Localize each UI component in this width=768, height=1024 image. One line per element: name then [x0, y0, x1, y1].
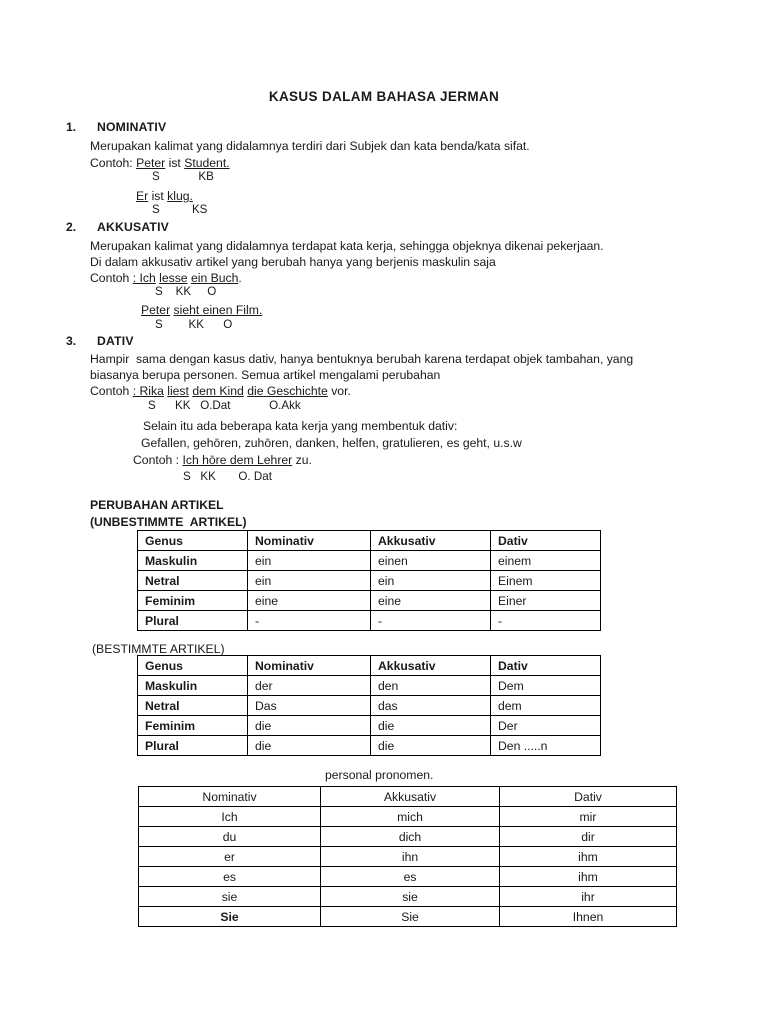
- example-prefix: Contoh:: [90, 156, 137, 170]
- pronomen-caption: personal pronomen.: [325, 768, 434, 782]
- section-2-number: 2.: [66, 220, 77, 234]
- cell-nominativ: es: [139, 867, 321, 887]
- section-2-heading: AKKUSATIV: [97, 220, 169, 234]
- column-header-dativ: Dativ: [491, 531, 601, 551]
- cell-nominativ: Ich: [139, 807, 321, 827]
- example-verb: liest: [167, 384, 189, 398]
- table-row: [139, 887, 677, 907]
- section-1-description: Merupakan kalimat yang didalamnya terdiri dari Subjek dan kata benda/kata sifat.: [90, 139, 530, 153]
- cell-dativ: Einem: [491, 571, 601, 591]
- artikel-unbestimmte-subtitle: (UNBESTIMMTE ARTIKEL): [90, 515, 247, 529]
- cell-dativ: Dem: [491, 676, 601, 696]
- cell-nominativ: ein: [248, 571, 371, 591]
- row-label: Plural: [138, 736, 248, 756]
- table-row: [139, 867, 677, 887]
- section-2-description-line-2: Di dalam akkusativ artikel yang berubah hanya yang berjenis maskulin saja: [90, 255, 496, 269]
- table-row: [139, 827, 677, 847]
- cell-akkusativ: es: [321, 867, 500, 887]
- example-object: ein Buch: [190, 271, 239, 285]
- cell-dativ: Der: [491, 716, 601, 736]
- cell-nominativ: der: [248, 676, 371, 696]
- section-2-description-line-1: Merupakan kalimat yang didalamnya terdapat kata kerja, sehingga objeknya dikenai pekerjaan.: [90, 239, 604, 253]
- cell-dativ: ihm: [500, 847, 677, 867]
- example-verb: ist: [165, 156, 185, 170]
- example-dative-object: dem Kind: [192, 384, 244, 398]
- example-subject: Peter: [141, 303, 171, 317]
- example-subject: : Ich: [132, 271, 156, 285]
- table-unbestimmte-artikel: [137, 530, 601, 631]
- artikel-bestimmte-subtitle: (BESTIMMTE ARTIKEL): [92, 642, 225, 656]
- table-row: [138, 696, 601, 716]
- example-predicate: Student.: [184, 156, 230, 170]
- example-suffix: vor.: [327, 384, 351, 398]
- table-bestimmte-artikel: [137, 655, 601, 756]
- row-label: Feminim: [138, 716, 248, 736]
- table-header-row: [139, 787, 677, 807]
- cell-dativ: dem: [491, 696, 601, 716]
- cell-nominativ: Sie: [139, 907, 321, 927]
- row-label: Feminim: [138, 591, 248, 611]
- column-header-akkusativ: Akkusativ: [371, 656, 491, 676]
- table-row: [138, 591, 601, 611]
- section-2-example-2-markers: S KK O: [155, 318, 233, 331]
- table-row: [138, 571, 601, 591]
- example-prefix: Contoh: [90, 271, 133, 285]
- example-verb: lesse: [159, 271, 188, 285]
- table-row: [138, 611, 601, 631]
- column-header-dativ: Dativ: [491, 656, 601, 676]
- example-period: .: [238, 271, 242, 285]
- cell-nominativ: -: [248, 611, 371, 631]
- page-title: KASUS DALAM BAHASA JERMAN: [268, 89, 500, 104]
- example-predicate: sieht einen Film.: [173, 303, 263, 317]
- cell-akkusativ: ein: [371, 571, 491, 591]
- cell-akkusativ: mich: [321, 807, 500, 827]
- column-header-genus: Genus: [138, 656, 248, 676]
- row-label: Netral: [138, 571, 248, 591]
- column-header-nominativ: Nominativ: [248, 531, 371, 551]
- cell-akkusativ: das: [371, 696, 491, 716]
- cell-nominativ: die: [248, 736, 371, 756]
- table-header-row: [138, 656, 601, 676]
- section-3-heading: DATIV: [97, 334, 134, 348]
- section-3-dative-verbs: Gefallen, gehōren, zuhōren, danken, helfen, gratulieren, es geht, u.s.w: [141, 436, 522, 450]
- cell-nominativ: du: [139, 827, 321, 847]
- cell-akkusativ: sie: [321, 887, 500, 907]
- row-label: Netral: [138, 696, 248, 716]
- artikel-section-title: PERUBAHAN ARTIKEL: [90, 498, 224, 512]
- cell-akkusativ: -: [371, 611, 491, 631]
- section-3-description-line-2: biasanya berupa personen. Semua artikel mengalami perubahan: [90, 368, 441, 382]
- cell-akkusativ: den: [371, 676, 491, 696]
- column-header-nominativ: Nominativ: [248, 656, 371, 676]
- cell-akkusativ: Sie: [321, 907, 500, 927]
- example-clause: Ich hōre dem Lehrer: [182, 453, 293, 467]
- section-1-heading: NOMINATIV: [97, 120, 167, 134]
- cell-nominativ: die: [248, 716, 371, 736]
- table-row: [138, 551, 601, 571]
- example-suffix: zu.: [292, 453, 312, 467]
- example-subject: : Rika: [132, 384, 164, 398]
- row-label: Plural: [138, 611, 248, 631]
- cell-nominativ: sie: [139, 887, 321, 907]
- column-header-nominativ: Nominativ: [139, 787, 321, 807]
- section-3-description-line-1: Hampir sama dengan kasus dativ, hanya bentuknya berubah karena terdapat objek tambahan, yang: [90, 352, 634, 366]
- cell-nominativ: er: [139, 847, 321, 867]
- column-header-akkusativ: Akkusativ: [371, 531, 491, 551]
- cell-akkusativ: einen: [371, 551, 491, 571]
- section-3-note-intro: Selain itu ada beberapa kata kerja yang membentuk dativ:: [143, 419, 458, 433]
- cell-dativ: Einer: [491, 591, 601, 611]
- cell-dativ: mir: [500, 807, 677, 827]
- cell-dativ: -: [491, 611, 601, 631]
- table-row: [139, 907, 677, 927]
- example-subject: Peter: [136, 156, 166, 170]
- cell-dativ: einem: [491, 551, 601, 571]
- section-1-example-2-markers: S KS: [152, 203, 208, 216]
- section-2-example-2: [141, 302, 262, 319]
- cell-dativ: Ihnen: [500, 907, 677, 927]
- example-accusative-object: die Geschichte: [247, 384, 328, 398]
- cell-akkusativ: die: [371, 736, 491, 756]
- table-row: [138, 716, 601, 736]
- cell-dativ: dir: [500, 827, 677, 847]
- cell-nominativ: eine: [248, 591, 371, 611]
- cell-dativ: Den .....n: [491, 736, 601, 756]
- example-predicate: klug.: [167, 189, 193, 203]
- row-label: Maskulin: [138, 551, 248, 571]
- cell-nominativ: ein: [248, 551, 371, 571]
- column-header-genus: Genus: [138, 531, 248, 551]
- cell-akkusativ: die: [371, 716, 491, 736]
- example-subject: Er: [136, 189, 149, 203]
- table-row: [139, 847, 677, 867]
- row-label: Maskulin: [138, 676, 248, 696]
- table-header-row: [138, 531, 601, 551]
- table-personal-pronomen: [138, 786, 677, 927]
- column-header-dativ: Dativ: [500, 787, 677, 807]
- cell-dativ: ihr: [500, 887, 677, 907]
- section-3-example-2: [133, 452, 312, 469]
- table-row: [138, 676, 601, 696]
- table-row: [139, 807, 677, 827]
- example-prefix: Contoh :: [133, 453, 183, 467]
- section-3-number: 3.: [66, 334, 77, 348]
- section-2-example-1-markers: S KK O: [155, 285, 217, 298]
- table-row: [138, 736, 601, 756]
- cell-akkusativ: dich: [321, 827, 500, 847]
- section-3-example-1: [90, 383, 351, 400]
- column-header-akkusativ: Akkusativ: [321, 787, 500, 807]
- section-1-number: 1.: [66, 120, 77, 134]
- cell-akkusativ: ihn: [321, 847, 500, 867]
- example-verb: ist: [148, 189, 168, 203]
- example-prefix: Contoh: [90, 384, 133, 398]
- cell-dativ: ihm: [500, 867, 677, 887]
- section-1-example-1-markers: S KB: [152, 170, 214, 183]
- cell-akkusativ: eine: [371, 591, 491, 611]
- section-3-example-1-markers: S KK O.Dat O.Akk: [148, 399, 301, 412]
- cell-nominativ: Das: [248, 696, 371, 716]
- section-3-example-2-markers: S KK O. Dat: [183, 470, 272, 483]
